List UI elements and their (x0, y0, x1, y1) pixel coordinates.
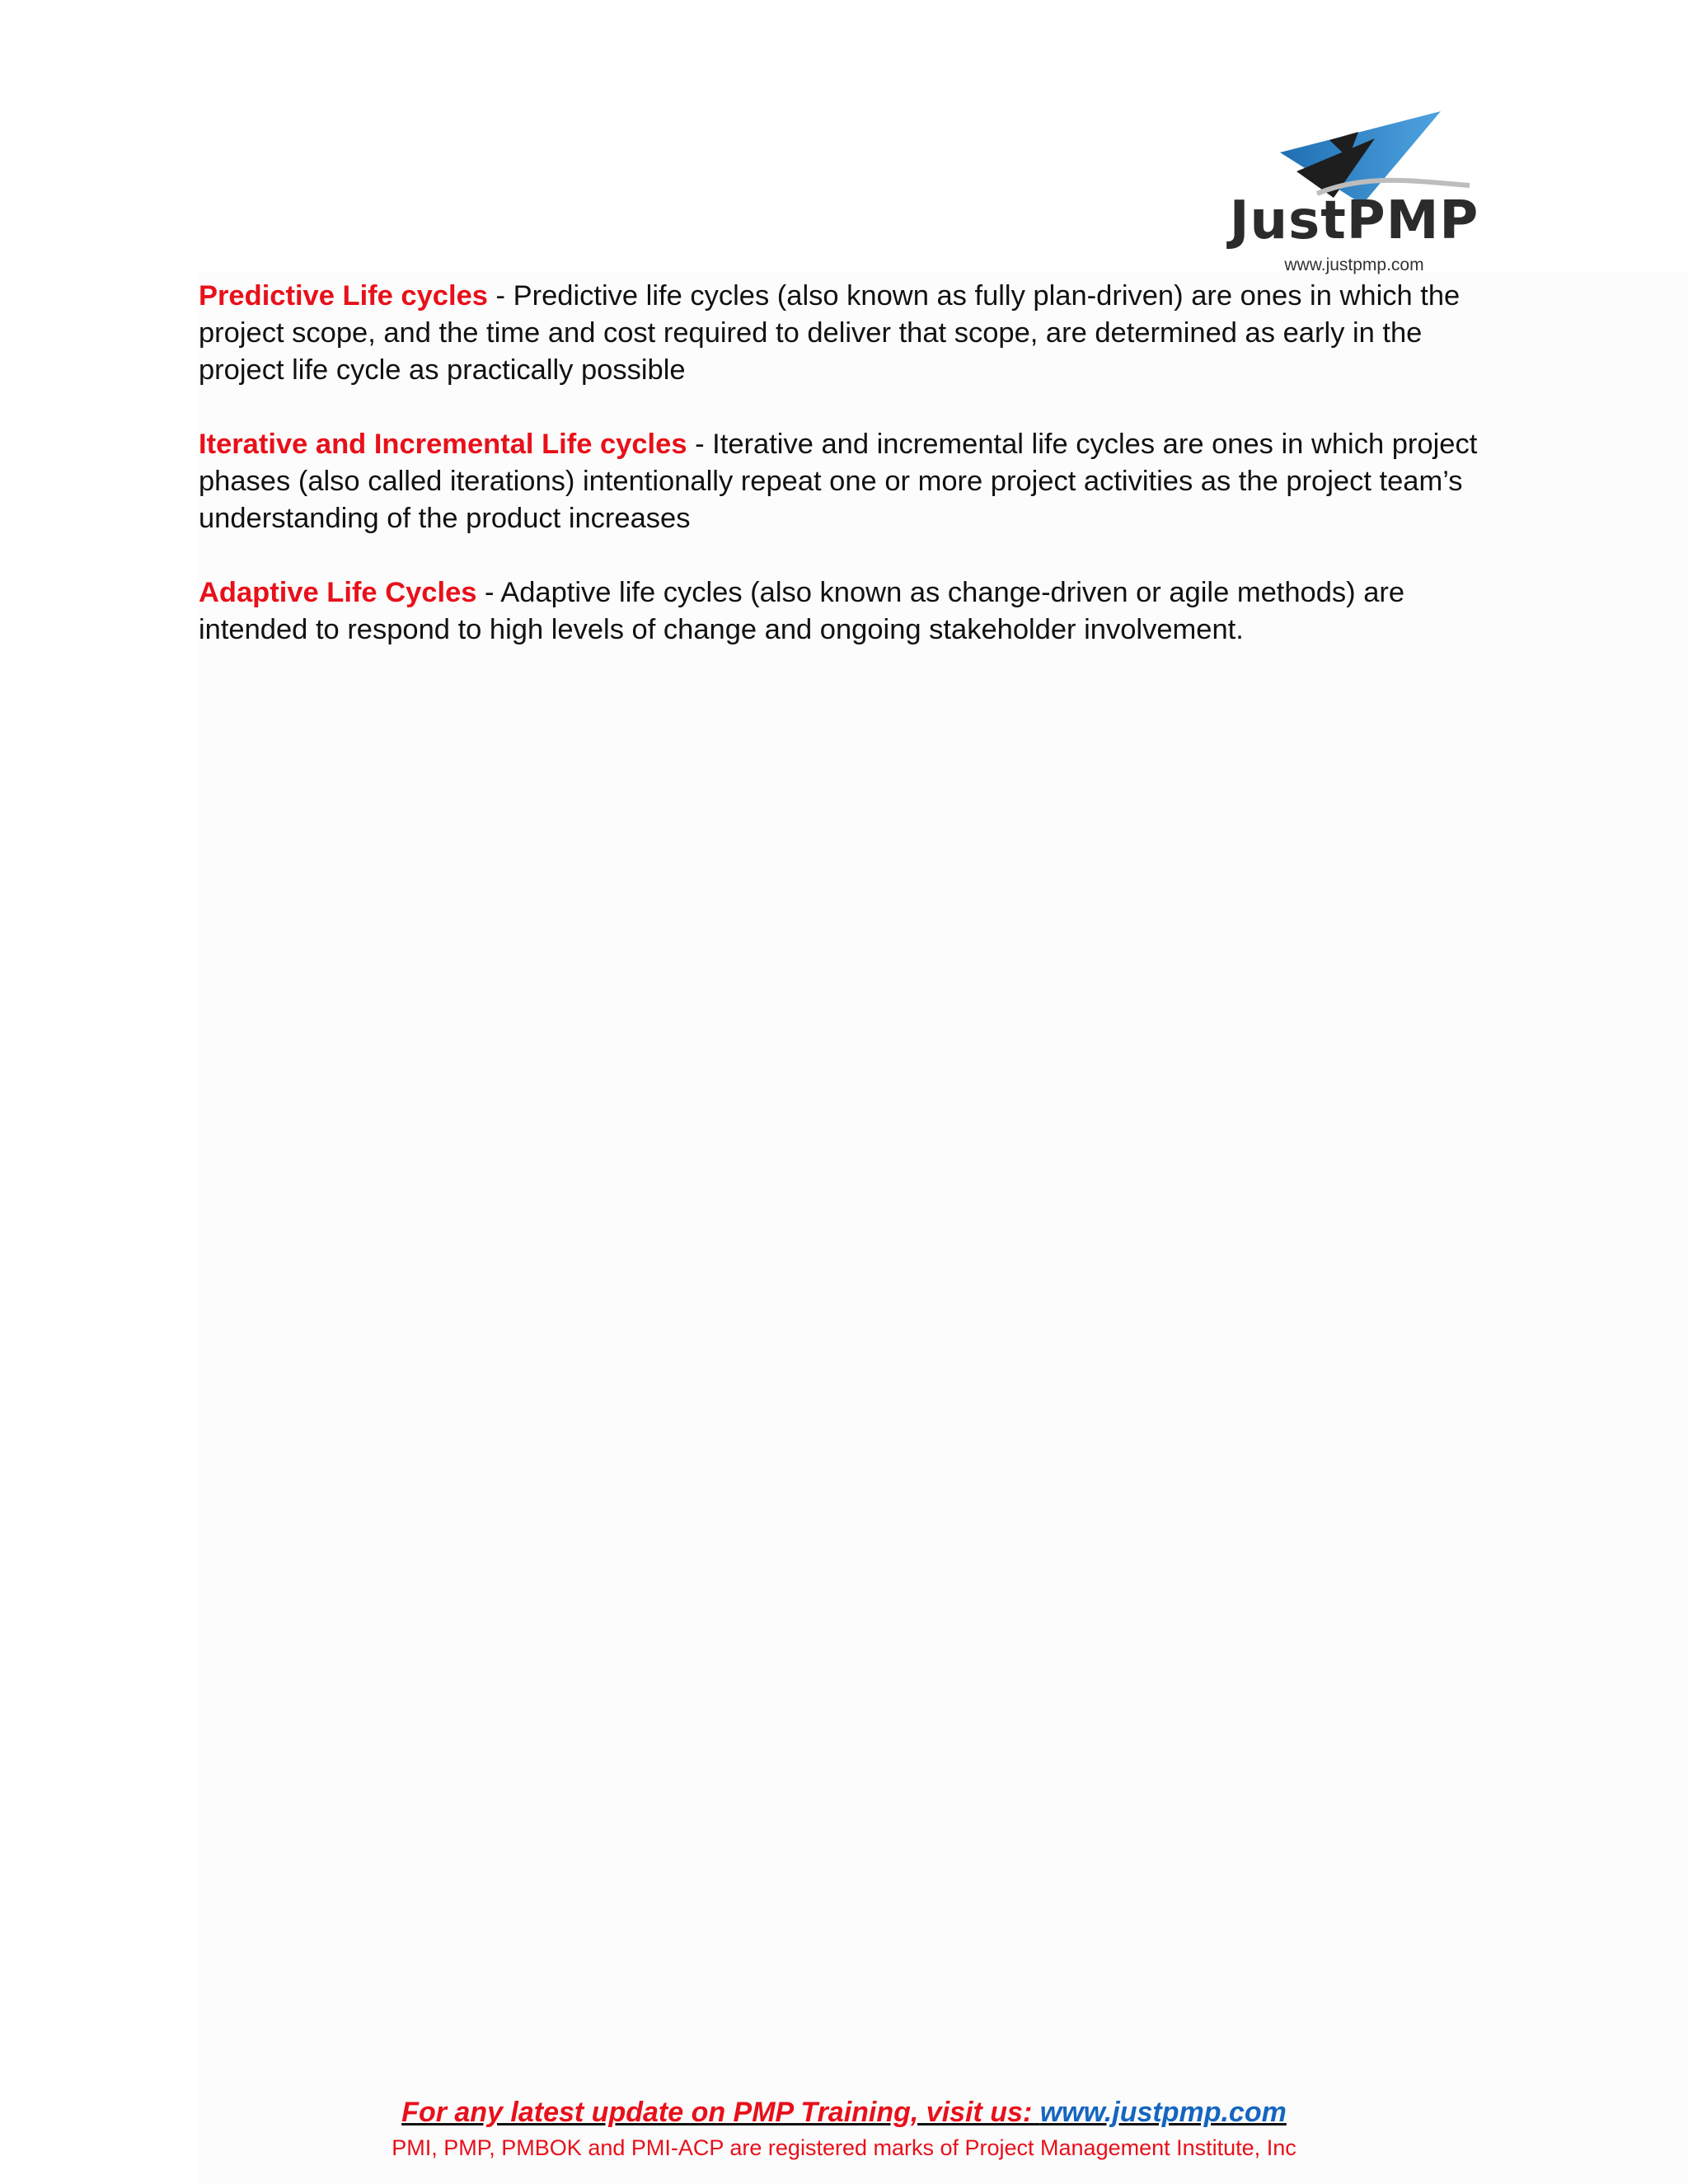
definition-predictive: - Predictive life cycles (also known as fully plan-driven) are ones in which the project scope, and the time and cost required to deliver that scope, are determined as early in the project life cycle as practically possible (199, 280, 1461, 386)
paragraph-predictive (199, 278, 1484, 389)
footer-website-link[interactable]: www.justpmp.com (1039, 2097, 1287, 2128)
document-body (199, 278, 1484, 686)
definition-adaptive: - Adaptive life cycles (also known as change-driven or agile methods) are intended to respond to high levels of change and ongoing stakeholder involvement. (199, 577, 1405, 645)
paragraph-adaptive (199, 574, 1484, 649)
logo-name: JustPMP (1229, 190, 1479, 251)
term-predictive: Predictive Life cycles (199, 280, 488, 312)
footer-prefix: For any latest update on PMP Training, visit us: (401, 2097, 1040, 2128)
term-adaptive: Adaptive Life Cycles (199, 577, 477, 608)
paragraph-iterative (199, 426, 1484, 537)
logo-url: www.justpmp.com (1284, 255, 1424, 274)
definition-iterative: - Iterative and incremental life cycles are ones in which project phases (also called iterations) intentionally repeat one or more project activities as the project team’s understanding of the product increases (199, 429, 1478, 534)
page-footer (0, 2094, 1688, 2163)
justpmp-logo (1226, 107, 1482, 276)
footer-trademark-notice: PMI, PMP, PMBOK and PMI-ACP are registered marks of Project Management Institute, Inc (392, 2135, 1296, 2160)
term-iterative: Iterative and Incremental Life cycles (199, 429, 687, 460)
footer-update-line (0, 2094, 1688, 2130)
